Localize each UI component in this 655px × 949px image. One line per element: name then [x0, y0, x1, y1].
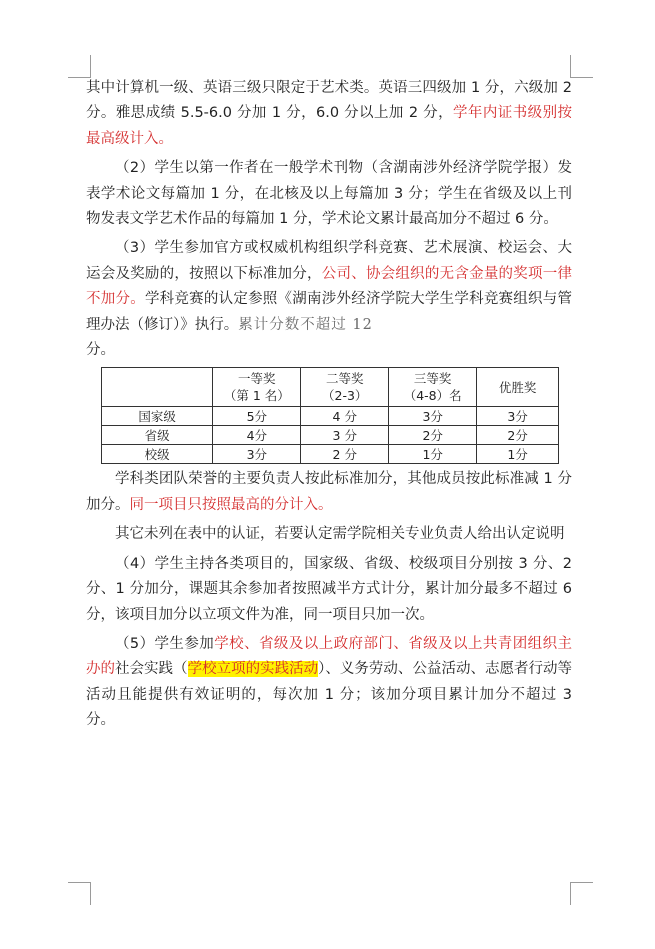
- table-cell: 3分: [213, 445, 301, 464]
- p4-red-text: 同一项目只按照最高的分计入。: [129, 496, 333, 513]
- p4-text: 学科类团队荣誉的主要负责人按此标准加分，其他成员按此标准减 1 分加分。: [86, 471, 572, 513]
- table-header-cell: 三等奖 （4-8）名: [389, 368, 477, 407]
- table-row: [102, 426, 559, 445]
- paragraph-competitions: [86, 236, 572, 363]
- p3-text-2: 学科竞赛的认定参照《湖南涉外经济学院大学生学科竞赛组织与管理办法（修订）》执行。: [86, 291, 572, 333]
- table-header-cell: 优胜奖: [477, 368, 559, 407]
- table-header-cell: [102, 368, 213, 407]
- p7-highlighted-text: 学校立项的实践活动: [187, 661, 319, 678]
- p3-gray-text: 累计分数不超过 12: [238, 316, 373, 333]
- table-cell: 2分: [389, 426, 477, 445]
- table-cell: 2 分: [301, 445, 389, 464]
- table-header-cell: 一等奖 （第 1 名）: [213, 368, 301, 407]
- table-header-cell: 二等奖 （2-3）: [301, 368, 389, 407]
- p7-red-text: 学校、省级及以上政府部门、省级及以上共青团组织主办的: [86, 635, 573, 678]
- margin-mark-top-right: [570, 55, 593, 78]
- margin-mark-bottom-right: [570, 882, 593, 905]
- p7-text-2: 社会实践（: [115, 661, 188, 678]
- table-cell: 4 分: [301, 407, 389, 426]
- p7-text-1: （5）学生参加: [115, 635, 215, 652]
- p1-red-text: 学年内证书级别按最高级计入。: [86, 105, 573, 147]
- p1-text: 其中计算机一级、英语三级只限定于艺术类。英语三四级加 1 分，六级加 2 分。雅思成绩 5.5-6.0 分加 1 分，6.0 分以上加 2 分，: [86, 80, 572, 122]
- table-cell: 3 分: [301, 426, 389, 445]
- table-cell: 3分: [477, 407, 559, 426]
- table-row: [102, 445, 559, 464]
- award-score-table: [101, 367, 559, 464]
- table-row: [102, 407, 559, 426]
- paragraph-other-certifications: 其它未列在表中的认证，若要认定需学院相关专业负责人给出认定说明: [115, 526, 565, 543]
- table-cell: 校级: [102, 445, 213, 464]
- paragraph-team-honors: [86, 467, 572, 518]
- p3-text-end: 分。: [86, 342, 115, 359]
- table-cell: 4分: [213, 426, 301, 445]
- table-cell: 1分: [477, 445, 559, 464]
- p7-text-3: ）、义务劳动、公益活动、志愿者行动等活动且能提供有效证明的，每次加 1 分；该加分项目累计加分不超过 3 分。: [86, 661, 573, 729]
- p3-red-text: 公司、协会组织的无含金量的奖项一律不加分。: [86, 265, 572, 308]
- table-cell: 2分: [477, 426, 559, 445]
- table-cell: 5分: [213, 407, 301, 426]
- margin-mark-top-left: [68, 55, 91, 78]
- margin-mark-bottom-left: [68, 882, 91, 905]
- paragraph-language-certificates: [86, 76, 572, 152]
- paragraph-academic-papers: （2）学生以第一作者在一般学术刊物（含湖南涉外经济学院学报）发表学术论文每篇加 1 分，在北核及以上每篇加 3 分；学生在省级及以上刊物发表文学艺术作品的每篇加 1 分，学术论文累计最高加分不超过 6 分。: [86, 160, 572, 228]
- paragraph-social-practice: [86, 632, 572, 734]
- table-cell: 1分: [389, 445, 477, 464]
- paragraph-projects: （4）学生主持各类项目的，国家级、省级、校级项目分别按 3 分、2 分、1 分加分，课题其余参加者按照减半方式计分，累计加分最多不超过 6 分，该项目加分以立项文件为准，同一项目只加一次。: [86, 555, 572, 623]
- document-body[interactable]: [86, 76, 572, 734]
- table-cell: 3分: [389, 407, 477, 426]
- p3-text-1: （3）学生参加官方或权威机构组织学科竞赛、艺术展演、校运会、大运会及奖励的，按照以下标准加分，: [86, 240, 572, 282]
- table-cell: 国家级: [102, 407, 213, 426]
- table-cell: 省级: [102, 426, 213, 445]
- table-header-row: [102, 368, 559, 407]
